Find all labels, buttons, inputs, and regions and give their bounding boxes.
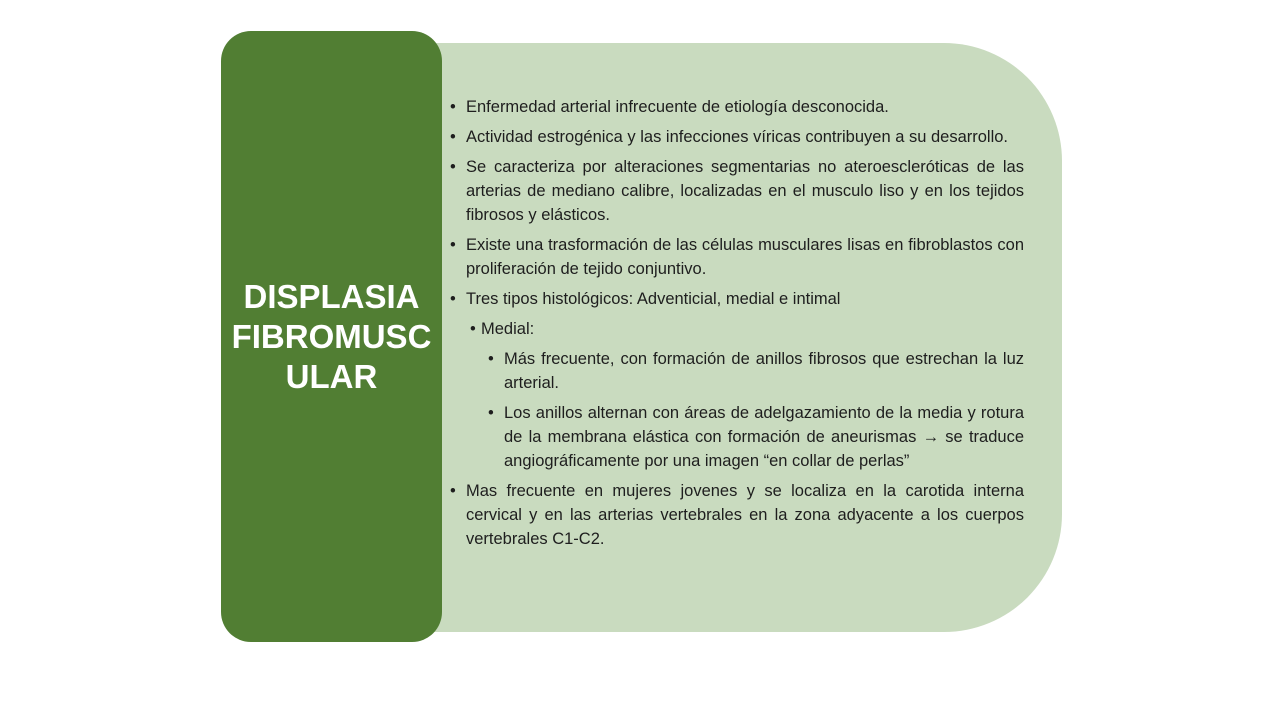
bullet-item: • Tres tipos histológicos: Adventicial, medial e intimal xyxy=(450,287,1024,311)
title-block xyxy=(221,31,442,642)
sub-sub-bullet-item: • Más frecuente, con formación de anillos fibrosos que estrechan la luz arterial. xyxy=(450,347,1024,395)
sub-bullet-item: • Medial: xyxy=(450,317,1024,341)
bullet-item: • Existe una trasformación de las células musculares lisas en fibroblastos con proliferación de tejido conjuntivo. xyxy=(450,233,1024,281)
bullet-item: • Actividad estrogénica y las infecciones víricas contribuyen a su desarrollo. xyxy=(450,125,1024,149)
bullet-item: • Mas frecuente en mujeres jovenes y se localiza en la carotida interna cervical y en las arterias vertebrales en la zona adyacente a los cuerpos vertebrales C1-C2. xyxy=(450,479,1024,551)
bullet-item: • Enfermedad arterial infrecuente de etiología desconocida. xyxy=(450,95,1024,119)
slide-title: DISPLASIA FIBROMUSCULAR xyxy=(231,277,432,395)
bullet-item: • Se caracteriza por alteraciones segmentarias no ateroescleróticas de las arterias de mediano calibre, localizadas en el musculo liso y en los tejidos fibrosos y elásticos. xyxy=(450,155,1024,227)
bullet-list xyxy=(450,95,1024,557)
sub-sub-bullet-item: • Los anillos alternan con áreas de adelgazamiento de la media y rotura de la membrana elástica con formación de aneurismas → se traduce angiográficamente por una imagen “en collar de perlas” xyxy=(450,401,1024,473)
